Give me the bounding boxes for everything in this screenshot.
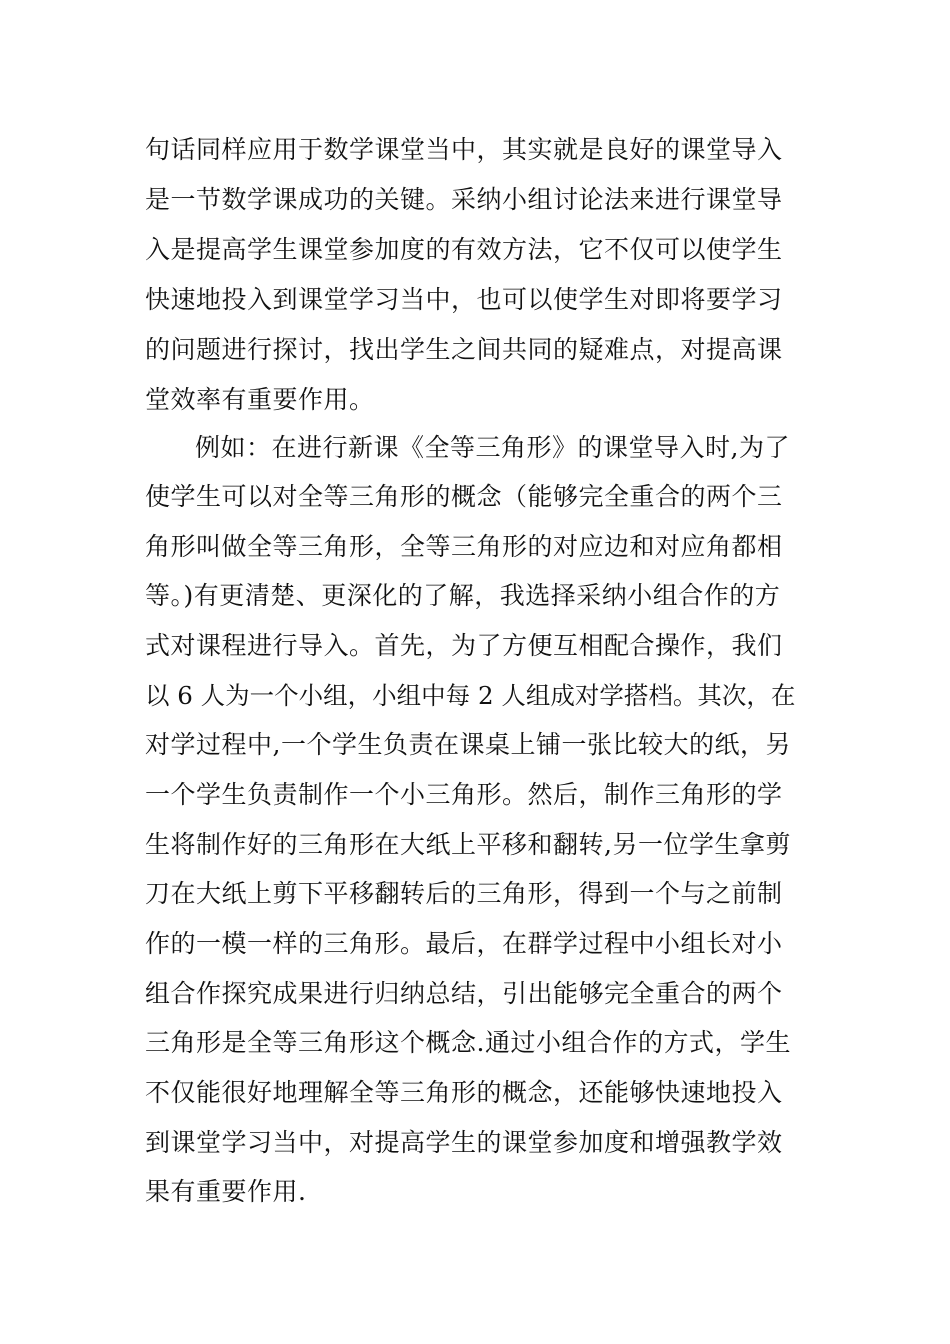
text-line: 一个学生负责制作一个小三角形。然后，制作三角形的学 — [145, 780, 783, 809]
text-line: 以 6 人为一个小组，小组中每 2 人组成对学搭档。其次，在 — [145, 681, 796, 710]
paragraph-first-line: 例如：在进行新课《全等三角形》的课堂导入时,为了 — [195, 433, 790, 462]
text-line: 式对课程进行导入。首先，为了方便互相配合操作，我们 — [145, 631, 783, 660]
text-line: 作的一模一样的三角形。最后，在群学过程中小组长对小 — [145, 929, 783, 958]
text-line: 句话同样应用于数学课堂当中，其实就是良好的课堂导入 — [145, 135, 783, 164]
text-line: 生将制作好的三角形在大纸上平移和翻转,另一位学生拿剪 — [145, 830, 791, 859]
text-line: 果有重要作用. — [145, 1177, 307, 1206]
text-line: 的问题进行探讨，找出学生之间共同的疑难点，对提高课 — [145, 335, 783, 364]
text-line: 使学生可以对全等三角形的概念（能够完全重合的两个三 — [145, 482, 783, 511]
text-line: 等。)有更清楚、更深化的了解，我选择采纳小组合作的方 — [145, 581, 781, 610]
text-line: 不仅能很好地理解全等三角形的概念，还能够快速地投入 — [145, 1078, 783, 1107]
text-line: 对学过程中,一个学生负责在课桌上铺一张比较大的纸，另 — [145, 730, 791, 759]
text-line: 刀在大纸上剪下平移翻转后的三角形，得到一个与之前制 — [145, 879, 783, 908]
text-line: 快速地投入到课堂学习当中，也可以使学生对即将要学习 — [145, 285, 783, 314]
text-line: 三角形是全等三角形这个概念.通过小组合作的方式，学生 — [145, 1028, 791, 1057]
text-line: 角形叫做全等三角形，全等三角形的对应边和对应角都相 — [145, 532, 783, 561]
text-line: 组合作探究成果进行归纳总结，引出能够完全重合的两个 — [145, 979, 783, 1008]
text-line: 入是提高学生课堂参加度的有效方法，它不仅可以使学生 — [145, 235, 783, 264]
body-text — [145, 125, 810, 1215]
text-line: 堂效率有重要作用。 — [145, 385, 375, 414]
text-line: 到课堂学习当中，对提高学生的课堂参加度和增强教学效 — [145, 1128, 783, 1157]
text-line: 是一节数学课成功的关键。采纳小组讨论法来进行课堂导 — [145, 185, 783, 214]
